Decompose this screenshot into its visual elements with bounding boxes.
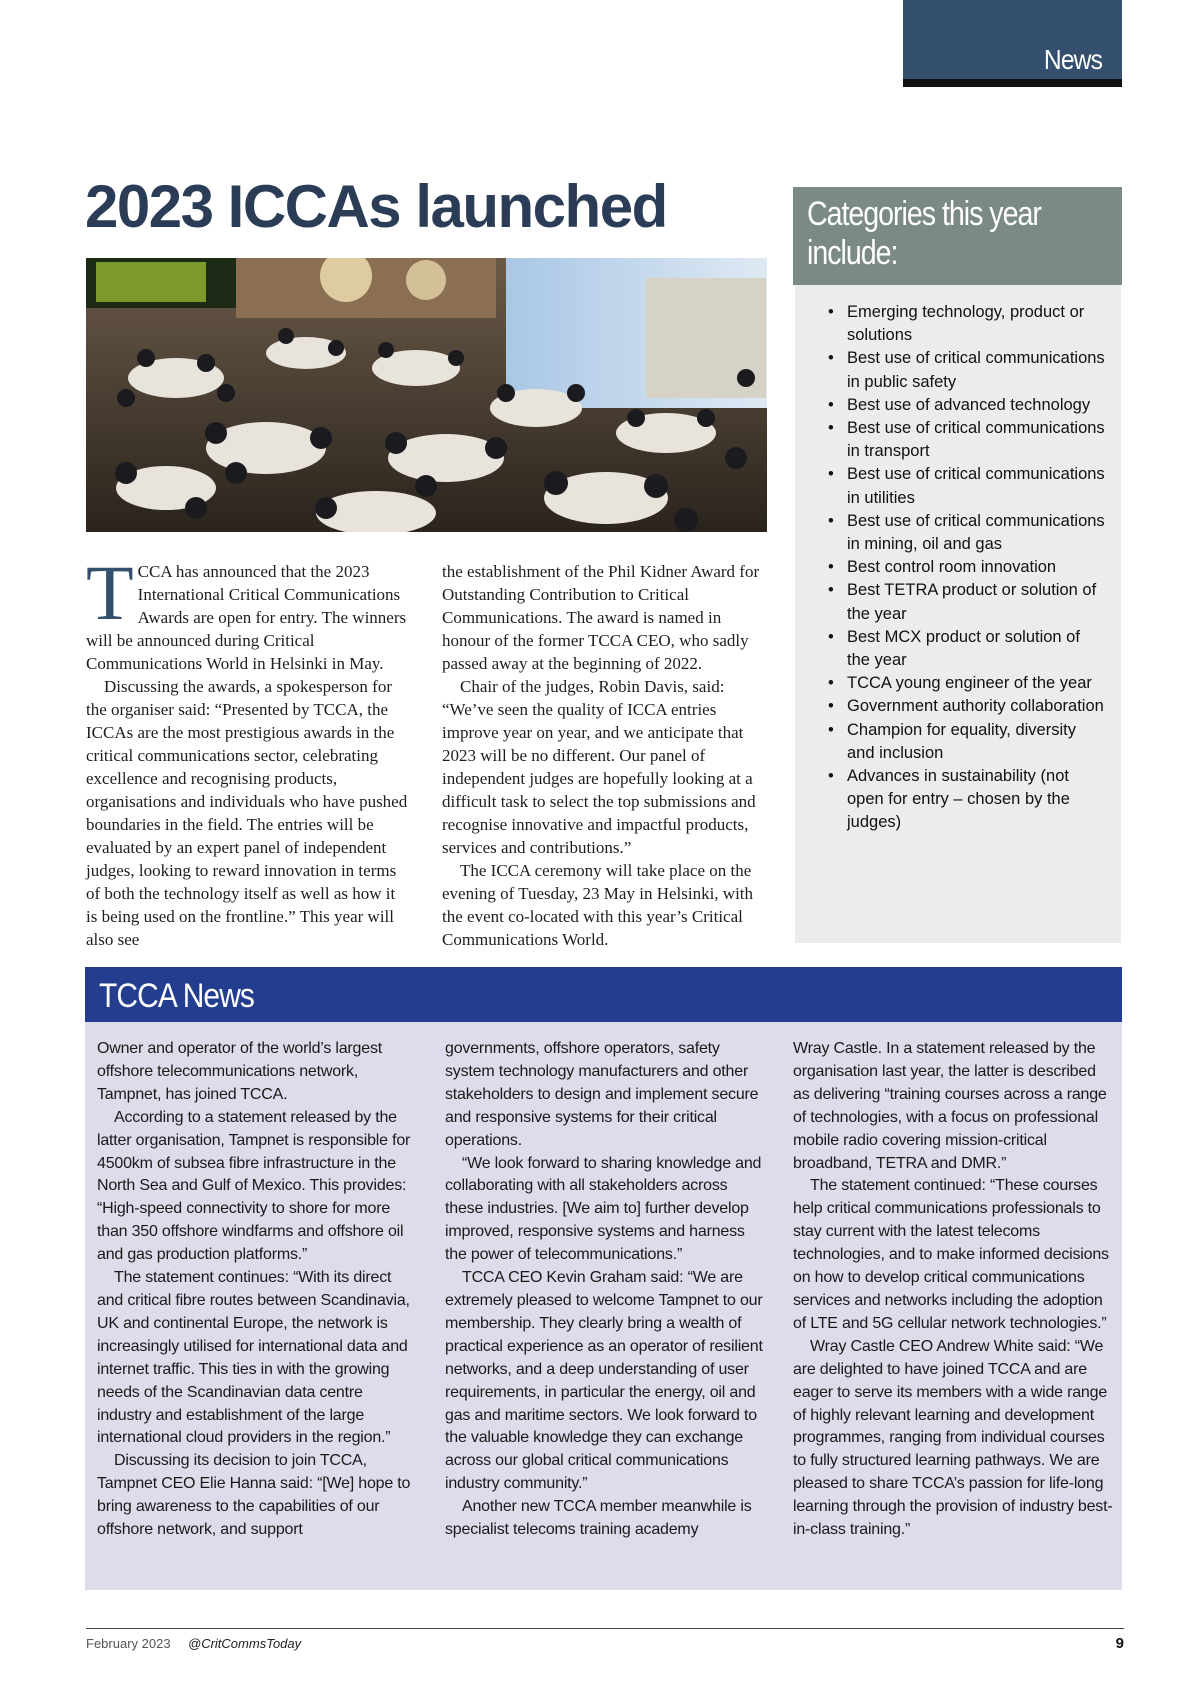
tcca-news-box [85,1022,1122,1590]
news-paragraph: Wray Castle. In a statement released by the organisation last year, the latter is described as delivering “training courses across a range of technologies, with a focus on professional mobile radio covering mission-critical broadband, TETRA and DMR.” [793,1040,1107,1172]
news-paragraph: The statement continues: “With its direct and critical fibre routes between Scandinavia, UK and continental Europe, the network is increasingly utilised for international data and internet traffic. This ties in with the growing needs of the Scandinavian data centre industry and establishment of the large international cloud providers in the region.” [97,1269,410,1447]
category-item: • Best MCX product or solution of the year [795,626,1107,672]
news-paragraph: Wray Castle CEO Andrew White said: “We are delighted to have joined TCCA and are eager to serve its members with a wide range of highly relevant learning and development programmes, ranging from individual courses to fully structured learning pathways. We are pleased to share TCCA’s passion for life-long learning through the provision of industry best-in-class training.” [793,1337,1113,1539]
headline: 2023 ICCAs launched [85,173,667,240]
news-paragraph: TCCA CEO Kevin Graham said: “We are extremely pleased to welcome Tampnet to our membership. They clearly bring a wealth of practical experience as an operator of resilient networks, and a deep understanding of user requirements, in particular the energy, oil and gas and maritime sectors. We look forward to the valuable knowledge they can exchange across our global critical communications industry community.” [445,1269,763,1493]
category-item: • Emerging technology, product or solutions [795,301,1107,347]
category-item: • Best use of critical communications in utilities [795,463,1107,509]
news-column-1 [97,1038,419,1542]
section-label: News [1043,44,1102,75]
page-number: 9 [1115,1635,1124,1652]
category-item: • Government authority collaboration [795,695,1107,718]
news-paragraph: Another new TCCA member meanwhile is specialist telecoms training academy [445,1498,752,1539]
sidebar-title: Categories this year include: [807,195,1041,272]
category-item: • Champion for equality, diversity and inclusion [795,719,1107,765]
tcca-news-heading [85,967,1122,1022]
category-item: • Best use of critical communications in mining, oil and gas [795,510,1107,556]
article-paragraph: The ICCA ceremony will take place on the evening of Tuesday, 23 May in Helsinki, with the event co-located with this year’s Critical Communications World. [442,861,754,949]
news-title: TCCA News [99,977,255,1015]
category-item: • Best control room innovation [795,556,1107,579]
footer-date: February 2023 [86,1636,171,1651]
news-paragraph: Discussing its decision to join TCCA, Tampnet CEO Elie Hanna said: “[We] hope to bring awareness to the capabilities of our offshore network, and support [97,1452,411,1539]
category-item: • Advances in sustainability (not open for entry – chosen by the judges) [795,765,1107,835]
article-column-2 [442,560,766,951]
awards-dinner-photo [86,258,767,532]
article-column-1 [86,549,410,951]
article-paragraph: Chair of the judges, Robin Davis, said: “We’ve seen the quality of ICCA entries improve year on year, and we anticipate that 2023 will be no different. Our panel of independent judges are hopefully looking at a difficult task to select the top submissions and recognise innovative and impactful products, services and contributions.” [442,677,756,857]
footer-handle: @CritCommsToday [188,1636,302,1651]
categories-list [795,285,1121,835]
article-body [86,549,768,951]
news-column-3 [793,1038,1115,1542]
footer-divider [86,1628,1124,1629]
news-paragraph: According to a statement released by the latter organisation, Tampnet is responsible for 4500km of subsea fibre infrastructure in the North Sea and Gulf of Mexico. This provides: “High-speed connectivity to shore for more than 350 offshore windfarms and offshore oil and gas production platforms.” [97,1108,411,1264]
news-paragraph: Owner and operator of the world’s largest offshore telecommunications network, Tampnet, has joined TCCA. [97,1040,382,1103]
category-item: • Best TETRA product or solution of the year [795,579,1107,625]
news-paragraph: governments, offshore operators, safety system technology manufacturers and other stakeholders to design and implement secure and responsive systems for their critical operations. [445,1040,759,1149]
sidebar-heading [793,187,1122,285]
category-item: • Best use of critical communications in transport [795,417,1107,463]
section-tab [903,0,1122,87]
news-column-2 [445,1038,767,1542]
article-paragraph: CCA has announced that the 2023 International Critical Communications Awards are open for entry. The winners will be announced during Critical Communications World in Helsinki in May. [86,562,407,673]
categories-box [795,285,1121,943]
dropcap: T [86,549,134,636]
photo-illustration [86,258,767,532]
news-paragraph: The statement continued: “These courses help critical communications professionals to stay current with the latest telecoms technologies, and to make informed decisions on how to develop critical communications services and networks including the adoption of LTE and 5G cellular network technologies.” [793,1177,1109,1332]
category-item: • Best use of advanced technology [795,394,1107,417]
category-item: • TCCA young engineer of the year [795,672,1107,695]
article-paragraph: Discussing the awards, a spokesperson for the organiser said: “Presented by TCCA, the ICCAs are the most prestigious awards in the critical communications sector, celebrating excellence and recognising products, organisations and individuals who have pushed boundaries in the field. The entries will be evaluated by an expert panel of independent judges, looking to reward innovation in terms of both the technology itself as well as how it is being used on the frontline.” This year will also see [86,677,408,949]
article-paragraph: the establishment of the Phil Kidner Award for Outstanding Contribution to Critical Communications. The award is named in honour of the former TCCA CEO, who sadly passed away at the beginning of 2022. [442,562,760,673]
category-item: • Best use of critical communications in public safety [795,347,1107,393]
news-columns [97,1038,1115,1542]
news-paragraph: “We look forward to sharing knowledge and collaborating with all stakeholders across these industries. [We aim to] further develop improved, responsive systems and harness the power of telecommunications.” [445,1154,762,1264]
